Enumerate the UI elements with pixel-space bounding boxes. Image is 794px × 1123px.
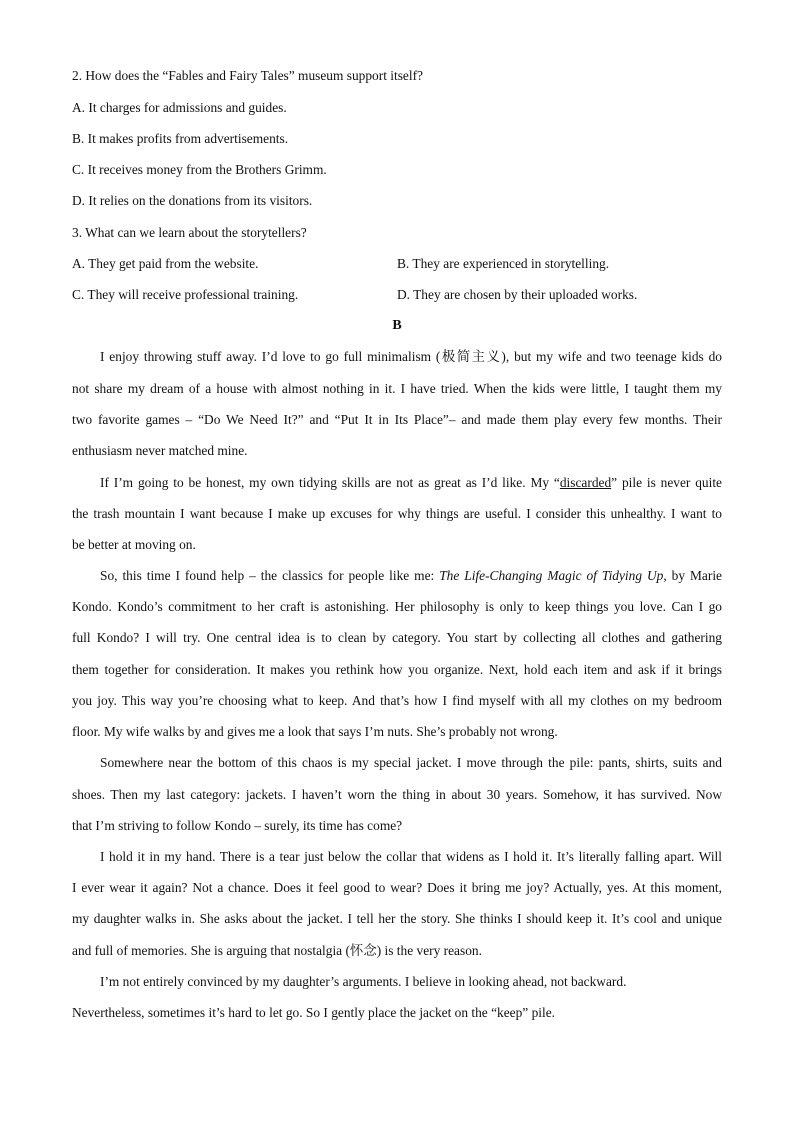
paragraph-3-text: , by Marie xyxy=(663,568,722,583)
paragraph-3-line: full Kondo? I will try. One central idea is to clean by category. You start by collecting all clothes and gathering xyxy=(72,630,722,645)
paragraph-1-line: I enjoy throwing stuff away. I’d love to go full minimalism (极简主义), but my wife and two teenage kids do xyxy=(100,349,722,364)
paragraph-3-line: floor. My wife walks by and gives me a look that says I’m nuts. She’s probably not wrong. xyxy=(72,724,558,739)
paragraph-3-text: So, this time I found help – the classics for people like me: xyxy=(100,568,440,583)
book-title: The Life-Changing Magic of Tidying Up xyxy=(439,568,664,583)
paragraph-2-text: ” pile is never quite xyxy=(611,475,723,490)
paragraph-4-line: Somewhere near the bottom of this chaos is my special jacket. I move through the pile: pants, shirts, suits and xyxy=(100,755,722,770)
question-3-option-b: B. They are experienced in storytelling. xyxy=(397,256,610,271)
underlined-word: discarded xyxy=(559,475,612,490)
paragraph-5-line: I ever wear it again? Not a chance. Does it feel good to wear? Does it bring me joy? Actually, yes. At this moment, xyxy=(72,880,722,895)
paragraph-3-line: them together for consideration. It makes you rethink how you organize. Next, hold each item and ask if it brings xyxy=(72,662,722,677)
paragraph-3-line: Kondo. Kondo’s commitment to her craft is astonishing. Her philosophy is only to keep things you love. Can I go xyxy=(72,599,722,614)
question-3-option-a: A. They get paid from the website. xyxy=(72,256,259,271)
question-2-option-a: A. It charges for admissions and guides. xyxy=(72,100,287,115)
question-3-option-c: C. They will receive professional training. xyxy=(72,287,299,302)
paragraph-2-line: the trash mountain I want because I make up excuses for why things are useful. I consider this unhealthy. I want to xyxy=(72,506,722,521)
paragraph-3-line: you joy. This way you’re choosing what to keep. And that’s how I find myself with all my clothes on my bedroom xyxy=(72,693,722,708)
paragraph-5-line: and full of memories. She is arguing that nostalgia (怀念) is the very reason. xyxy=(72,943,482,958)
paragraph-6-line: I’m not entirely convinced by my daughter’s arguments. I believe in looking ahead, not backward. xyxy=(100,974,627,989)
question-2-stem: 2. How does the “Fables and Fairy Tales” museum support itself? xyxy=(72,68,423,83)
question-2-option-b: B. It makes profits from advertisements. xyxy=(72,131,289,146)
paragraph-6-line: Nevertheless, sometimes it’s hard to let go. So I gently place the jacket on the “keep” pile. xyxy=(72,1005,556,1020)
paragraph-2-line xyxy=(100,475,722,491)
question-3-stem: 3. What can we learn about the storytellers? xyxy=(72,225,307,240)
section-heading: B xyxy=(392,318,402,333)
paragraph-3-line xyxy=(100,568,722,584)
question-2-option-c: C. It receives money from the Brothers Grimm. xyxy=(72,162,327,177)
question-3-option-d: D. They are chosen by their uploaded works. xyxy=(397,287,638,302)
paragraph-1-line: two favorite games – “Do We Need It?” and “Put It in Its Place”– and made them play every few months. Their xyxy=(72,412,722,427)
paragraph-2-text: If I’m going to be honest, my own tidying skills are not as great as I’d like. My “ xyxy=(100,475,560,490)
paragraph-4-line: shoes. Then my last category: jackets. I haven’t worn the thing in about 30 years. Somehow, it has survived. Now xyxy=(72,787,722,802)
question-2-option-d: D. It relies on the donations from its visitors. xyxy=(72,193,313,208)
paragraph-5-line: my daughter walks in. She asks about the jacket. I tell her the story. She thinks I should keep it. It’s cool and unique xyxy=(72,911,722,926)
paragraph-5-line: I hold it in my hand. There is a tear just below the collar that widens as I hold it. It’s literally falling apart. Will xyxy=(100,849,722,864)
paragraph-4-line: that I’m striving to follow Kondo – surely, its time has come? xyxy=(72,818,403,833)
paragraph-1-line: not share my dream of a house with almost nothing in it. I have tried. When the kids were little, I taught them my xyxy=(72,381,722,396)
paragraph-2-line: be better at moving on. xyxy=(72,537,196,552)
paragraph-1-line: enthusiasm never matched mine. xyxy=(72,443,248,458)
